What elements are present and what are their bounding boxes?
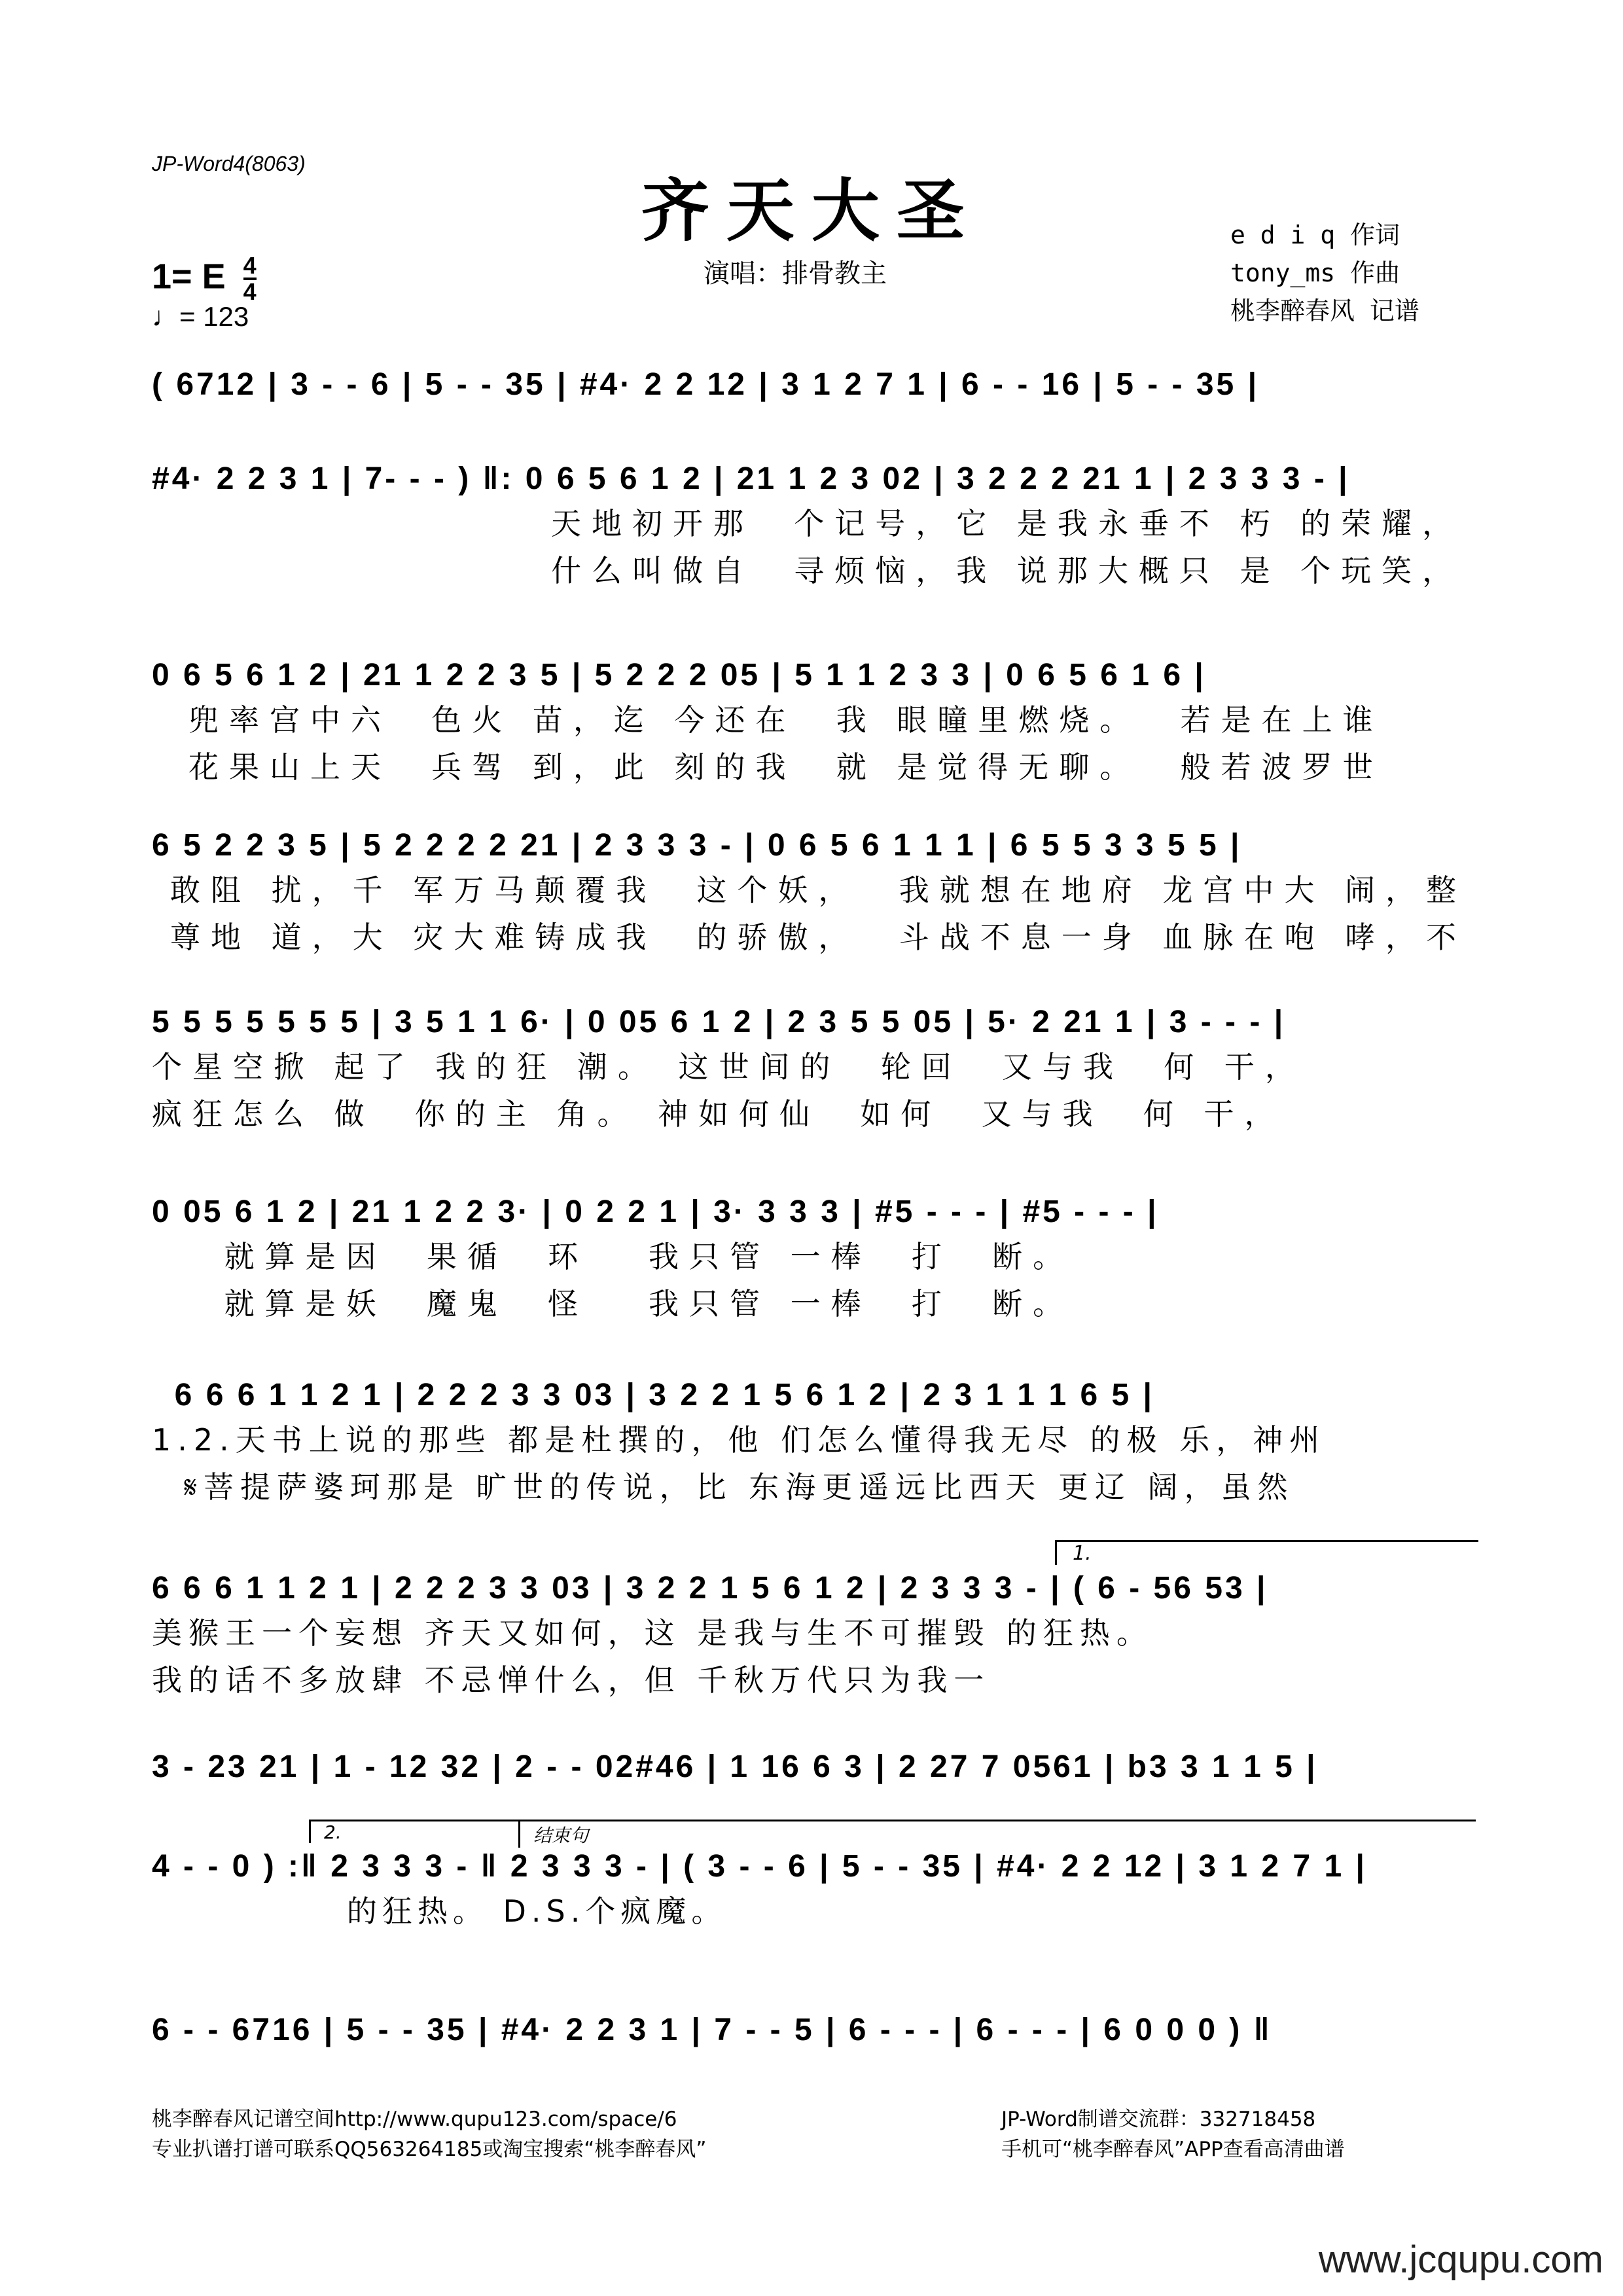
notes-line: 6 6 6 1 1 2 1 | 2 2 2 3 3 03 | 3 2 2 1 5 6 1 2 | 2 3 3 3 - | ( 6 - 56 53 | [152,1571,1268,1605]
notes-line: 0 05 6 1 2 | 21 1 2 2 3· | 0 2 2 1 | 3· 3 3 3 | #5 - - - | #5 - - - | [152,1194,1159,1229]
notes-line: #4· 2 2 3 1 | 7- - - ) ‖: 0 6 5 6 1 2 | 21 1 2 3 02 | 3 2 2 2 21 1 | 2 3 3 3 - | [152,461,1350,496]
ending-label: 结束句 [518,1820,1476,1848]
transcriber-credit: 桃李醉春风 记谱 [1230,296,1419,325]
notes-line: 4 - - 0 ) :‖ 2 3 3 3 - ‖ 2 3 3 3 - | ( 3 - - 6 | 5 - - 35 | #4· 2 2 12 | 3 1 2 7 1 | [152,1849,1367,1884]
footer-right [1001,2104,1345,2164]
time-top: 4 [243,252,257,279]
footer-group: JP-Word制谱交流群：332718458 [1001,2108,1316,2131]
notes-line: 6 - - 6716 | 5 - - 35 | #4· 2 2 3 1 | 7 - - 5 | 6 - - - | 6 - - - | 6 0 0 0 ) ‖ [152,2013,1272,2047]
score-system-5 [152,1001,1469,1138]
footer-space-link: 桃李醉春风记谱空间http://www.qupu123.com/space/6 [152,2108,677,2131]
lyrics-verse-2: 尊地 道，大 灾大难铸成我 的骄傲， 斗战不息一身 血脉在咆 哮，不 [170,920,1467,955]
lyrics-verse-1: 就算是因 果循 环 我只管 一棒 打 断。 [204,1239,1074,1274]
singer-credit: 演唱：排骨教主 [704,259,887,289]
notes-line: 5 5 5 5 5 5 5 | 3 5 1 1 6· | 0 05 6 1 2 | 2 3 5 5 05 | 5· 2 21 1 | 3 - - - | [152,1005,1286,1039]
notes-line: ( 6712 | 3 - - 6 | 5 - - 35 | #4· 2 2 12 | 3 1 2 7 1 | 6 - - 16 | 5 - - 35 | [152,367,1260,402]
time-signature [243,254,257,304]
lyrics-verse-1: 1.2.天书上说的那些 都是杜撰的，他 们怎么懂得我无尽 的极 乐，神州 [152,1422,1327,1458]
score-system-3 [152,655,1469,791]
footer-app: 手机可“桃李醉春风”APP查看高清曲谱 [1001,2138,1345,2161]
score-system-7 [152,1374,1469,1511]
software-label: JP-Word4(8063) [152,152,306,175]
score-system-9 [152,1746,1469,1788]
notes-line: 3 - 23 21 | 1 - 12 32 | 2 - - 02#46 | 1 16 6 3 | 2 27 7 0561 | b3 3 1 1 5 | [152,1749,1318,1784]
lyrics-verse-2: 我的话不多放肆 不忌惮什么，但 千秋万代只为我一 [152,1662,991,1698]
lyrics-verse-1: 个星空掀 起了 我的狂 潮。 这世间的 轮回 又与我 何 干， [152,1049,1306,1085]
site-watermark: www.jcqupu.com [1318,2238,1603,2281]
lyrics-verse-1: 的狂热。 D.S.个疯魔。 [302,1893,727,1929]
key-signature [152,254,257,304]
lyrics-verse-2: 花果山上天 兵驾 到，此 刻的我 就 是觉得无聊。 般若波罗世 [188,749,1383,785]
notes-line: 6 6 6 1 1 2 1 | 2 2 2 3 3 03 | 3 2 2 1 5 6 1 2 | 2 3 1 1 1 6 5 | [152,1378,1154,1412]
song-title: 齐天大圣 [641,170,982,251]
score-system-2 [152,458,1469,594]
score-system-8 [152,1542,1469,1704]
volta-bracket-2: 2. [309,1820,520,1843]
key-text: 1= E [152,257,226,296]
lyricist-credit: e d i q 作词 [1230,221,1400,249]
score-system-6 [152,1191,1469,1327]
lyrics-verse-1: 美猴王一个妄想 齐天又如何，这 是我与生不可摧毁 的狂热。 [152,1615,1153,1651]
lyrics-verse-1: 兜率宫中六 色火 苗，迄 今还在 我 眼瞳里燃烧。 若是在上谁 [188,702,1383,738]
footer-left [152,2104,706,2164]
tempo-marking: ♩= 123 [152,301,249,332]
time-bottom: 4 [243,278,257,305]
credits-block [1230,216,1419,330]
lyrics-verse-1: 敢阻 扰，千 军万马颠覆我 这个妖， 我就想在地府 龙宫中大 闹，整 [170,872,1467,908]
score-system-11 [152,2009,1469,2051]
score-system-4 [152,825,1469,961]
lyrics-verse-2: 𝄋菩提萨婆珂那是 旷世的传说，比 东海更遥远比西天 更辽 阔，虽然 [152,1469,1294,1505]
footer-contact: 专业扒谱打谱可联系QQ563264185或淘宝搜索“桃李醉春风” [152,2138,707,2161]
score-system-1 [152,364,1469,406]
lyrics-verse-2: 疯狂怎么 做 你的主 角。 神如何仙 如何 又与我 何 干， [152,1096,1285,1132]
notes-line: 0 6 5 6 1 2 | 21 1 2 2 3 5 | 5 2 2 2 05 | 5 1 1 2 3 3 | 0 6 5 6 1 6 | [152,658,1206,692]
notes-line: 6 5 2 2 3 5 | 5 2 2 2 2 21 | 2 3 3 3 - | 0 6 5 6 1 1 1 | 6 5 5 3 3 5 5 | [152,828,1242,863]
lyrics-verse-2: 什么叫做自 寻烦恼，我 说那大概只 是 个玩笑， [551,553,1463,588]
volta-bracket-1: 1. [1055,1540,1478,1565]
lyrics-verse-1: 天地初开那 个记号，它 是我永垂不 朽 的荣耀， [551,506,1463,541]
lyrics-verse-2: 就算是妖 魔鬼 怪 我只管 一棒 打 断。 [204,1286,1074,1321]
score-system-10 [152,1821,1469,1935]
composer-credit: tony_ms 作曲 [1230,259,1400,287]
